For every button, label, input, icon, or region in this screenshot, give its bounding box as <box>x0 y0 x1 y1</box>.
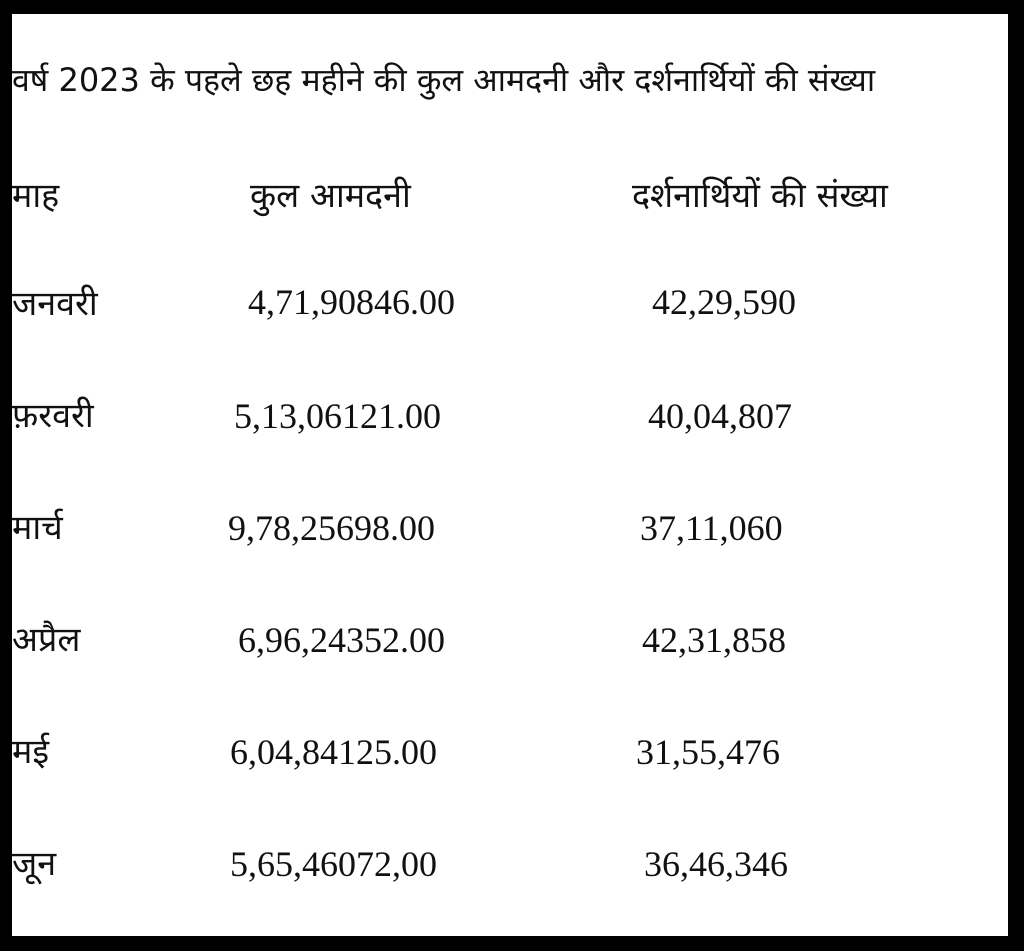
row-visitors-february: 40,04,807 <box>648 396 792 436</box>
row-income-may: 6,04,84125.00 <box>230 732 437 772</box>
header-visitors: दर्शनार्थियों की संख्या <box>632 176 888 216</box>
row-month-april: अप्रैल <box>12 620 81 660</box>
row-month-may: मई <box>12 732 50 772</box>
row-income-june: 5,65,46072,00 <box>230 844 437 884</box>
row-month-june: जून <box>12 844 57 884</box>
row-income-march: 9,78,25698.00 <box>228 508 435 548</box>
document-title: वर्ष 2023 के पहले छह महीने की कुल आमदनी और दर्शनार्थियों की संख्या <box>12 61 876 99</box>
row-income-april: 6,96,24352.00 <box>238 620 445 660</box>
row-income-february: 5,13,06121.00 <box>234 396 441 436</box>
document-page <box>12 14 1008 936</box>
header-income: कुल आमदनी <box>250 176 411 216</box>
row-month-january: जनवरी <box>12 284 98 324</box>
row-income-january: 4,71,90846.00 <box>248 282 455 322</box>
row-month-march: मार्च <box>12 508 63 548</box>
row-visitors-may: 31,55,476 <box>636 732 780 772</box>
row-month-february: फ़रवरी <box>12 396 94 436</box>
row-visitors-march: 37,11,060 <box>640 508 783 548</box>
header-month: माह <box>12 176 60 216</box>
row-visitors-june: 36,46,346 <box>644 844 788 884</box>
row-visitors-january: 42,29,590 <box>652 282 796 322</box>
row-visitors-april: 42,31,858 <box>642 620 786 660</box>
